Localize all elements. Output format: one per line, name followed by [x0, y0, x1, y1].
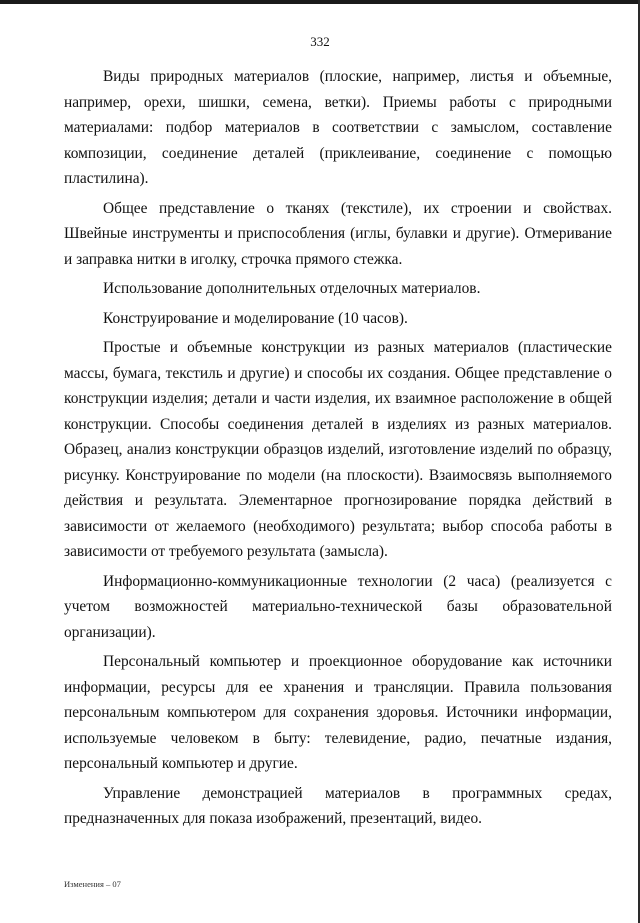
section-heading-ict: Информационно-коммуникационные технологии (2 часа) (реализуется с учетом возможностей материально-технической базы образовательной организации).	[64, 572, 612, 641]
scan-edge-top	[0, 0, 640, 4]
page-number: 332	[310, 34, 330, 49]
footer-revision-note: Изменения – 07	[64, 879, 121, 889]
paragraph-personal-computer: Персональный компьютер и проекционное оборудование как источники информации, ресурсы для ее хранения и трансляции. Правила пользования персональным компьютером для сохранения здоровья. Источники информации, используемые человеком в быту: телевидение, радио, печатные издания, персональный компьютер и другие.	[64, 653, 612, 772]
paragraph-demonstration-control: Управление демонстрацией материалов в программных средах, предназначенных для показа изображений, презентаций, видео.	[64, 784, 612, 827]
section-heading-construction: Конструирование и моделирование (10 часов).	[103, 309, 408, 327]
paragraph-textiles: Общее представление о тканях (текстиле), их строении и свойствах. Швейные инструменты и приспособления (иглы, булавки и другие). Отмеривание и заправка нитки в иголку, строчка прямого стежка.	[64, 199, 612, 268]
paragraph-finishing-materials: Использование дополнительных отделочных материалов.	[103, 280, 481, 297]
document-body	[64, 64, 612, 836]
paragraph-constructions: Простые и объемные конструкции из разных материалов (пластические массы, бумага, текстиль и другие) и способы их создания. Общее представление о конструкции изделия; детали и части изделия, их взаимное расположение в общей конструкции. Способы соединения деталей в изделиях из разных материалов. Образец, анализ конструкции образцов изделий, изготовление изделий по образцу, рисунку. Конструирование по модели (на плоскости). Взаимосвязь выполняемого действия и результата. Элементарное прогнозирование порядка действий в зависимости от желаемого (необходимого) результата; выбор способа работы в зависимости от требуемого результата (замысла).	[64, 339, 612, 560]
paragraph-natural-materials: Виды природных материалов (плоские, например, листья и объемные, например, орехи, шишки, семена, ветки). Приемы работы с природными материалами: подбор материалов в соответствии с замыслом, составление композиции, соединение деталей (приклеивание, соединение с помощью пластилина).	[64, 68, 612, 187]
